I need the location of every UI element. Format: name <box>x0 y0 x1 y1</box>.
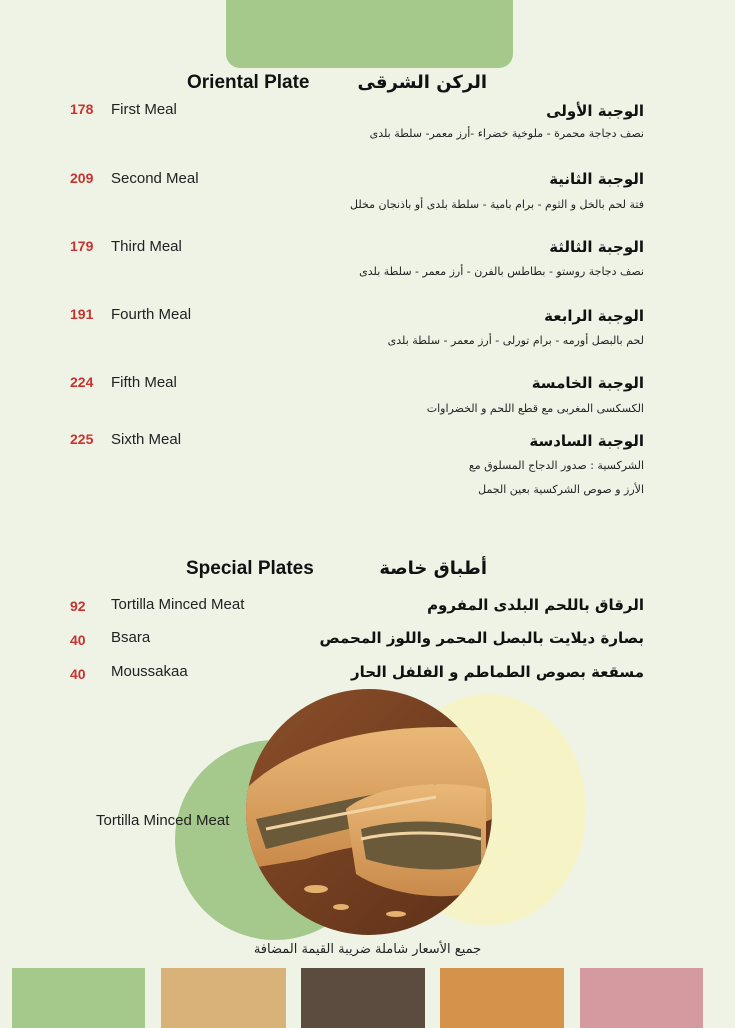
meal-description: نصف دجاجة روستو - بطاطس بالفرن - أرز معمر - سلطة بلدى <box>359 265 644 278</box>
pastry-image <box>246 689 492 935</box>
tax-note: جميع الأسعار شاملة ضريبة القيمة المضافة <box>253 942 482 957</box>
meal-name-en: Fourth Meal <box>111 306 192 323</box>
special-title-ar: أطباق خاصة <box>379 558 487 579</box>
meal-price: 209 <box>70 170 94 186</box>
photo-caption: Tortilla Minced Meat <box>96 812 230 829</box>
color-swatch-orange <box>440 968 564 1028</box>
item-name-ar: بصارة ديلايت بالبصل المحمر واللوز المحمص <box>319 629 644 647</box>
meal-price: 178 <box>70 101 94 117</box>
meal-name-en: Fifth Meal <box>111 374 177 391</box>
color-swatch-green <box>12 968 145 1028</box>
meal-description: الأرز و صوص الشركسية بعين الجمل <box>478 483 644 496</box>
meal-name-en: Third Meal <box>111 238 182 255</box>
meal-price: 191 <box>70 306 94 322</box>
meal-description: الكسكسى المغربى مع قطع اللحم و الخضراوات <box>426 402 644 415</box>
meal-description: الشركسية : صدور الدجاج المسلوق مع <box>468 459 644 472</box>
meal-description: نصف دجاجة محمرة - ملوخية خضراء -أرز معمر- سلطة بلدى <box>369 127 644 140</box>
item-name-ar: مسقعة بصوص الطماطم و الفلفل الحار <box>350 663 644 681</box>
meal-name-ar: الوجبة الرابعة <box>544 307 644 325</box>
meal-name-ar: الوجبة السادسة <box>529 432 644 450</box>
item-price: 40 <box>70 632 86 648</box>
oriental-title-ar: الركن الشرقى <box>357 72 487 93</box>
oriental-title-en: Oriental Plate <box>187 72 310 93</box>
top-tab <box>226 0 513 68</box>
meal-name-en: Sixth Meal <box>111 431 182 448</box>
meal-name-en: First Meal <box>111 101 177 118</box>
meal-name-en: Second Meal <box>111 170 199 187</box>
tortilla-photo <box>246 689 492 935</box>
color-swatch-pink <box>580 968 703 1028</box>
meal-description: لحم بالبصل أورمه - برام تورلى - أرز معمر - سلطة بلدى <box>387 334 644 347</box>
item-name-ar: الرقاق باللحم البلدى المفروم <box>427 596 644 614</box>
meal-price: 225 <box>70 431 94 447</box>
meal-description: فتة لحم بالخل و الثوم - برام بامية - سلطة بلدى أو باذنجان مخلل <box>350 198 644 211</box>
special-title-en: Special Plates <box>186 558 314 579</box>
meal-name-ar: الوجبة الأولى <box>546 102 644 120</box>
color-swatch-tan <box>161 968 286 1028</box>
meal-name-ar: الوجبة الثالثة <box>549 238 644 256</box>
item-name-en: Moussakaa <box>111 663 188 680</box>
meal-name-ar: الوجبة الثانية <box>549 170 644 188</box>
meal-price: 224 <box>70 374 94 390</box>
item-name-en: Tortilla Minced Meat <box>111 596 245 613</box>
color-swatch-brown <box>301 968 425 1028</box>
item-price: 92 <box>70 598 86 614</box>
meal-price: 179 <box>70 238 94 254</box>
meal-name-ar: الوجبة الخامسة <box>531 374 644 392</box>
item-price: 40 <box>70 666 86 682</box>
item-name-en: Bsara <box>111 629 151 646</box>
